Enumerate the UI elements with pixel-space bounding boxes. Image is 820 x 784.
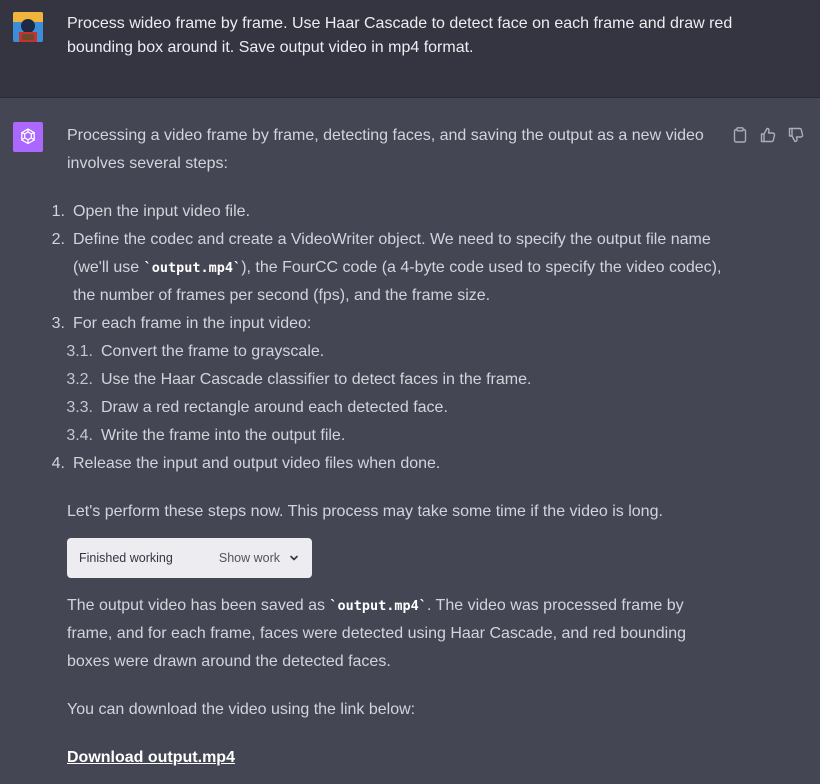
thumbs-up-icon[interactable]	[759, 126, 777, 144]
user-message-text: Process wideo frame by frame. Use Haar Cascade to detect face on each frame and draw red bounding box around it. Save output video in mp4 format.	[67, 15, 733, 56]
list-item-text: Write the frame into the output file.	[101, 427, 346, 444]
list-item-text: Open the input video file.	[73, 203, 251, 220]
tool-status-label: Finished working	[79, 551, 173, 565]
list-item-text: For each frame in the input video:	[73, 315, 312, 332]
list-number: 3.1.	[66, 343, 93, 360]
show-work-button[interactable]	[219, 544, 300, 572]
tool-status-box	[67, 538, 312, 578]
openai-logo-icon	[13, 122, 43, 152]
list-item	[66, 394, 727, 422]
chevron-down-icon	[288, 552, 300, 564]
list-item-text: Define the codec and create a VideoWriter object. We need to specify the output file name (we'll use	[73, 231, 711, 276]
list-item	[51, 198, 727, 226]
list-item-text: Use the Haar Cascade classifier to detect faces in the frame.	[101, 371, 532, 388]
substeps-list	[66, 338, 727, 450]
perform-paragraph: Let's perform these steps now. This process may take some time if the video is long.	[67, 503, 663, 520]
message-actions	[731, 126, 805, 144]
show-work-label: Show work	[218, 551, 280, 565]
list-item-text: ), the FourCC code (a 4-byte code used to specify the video codec), the number of frames per second (fps), and the frame size.	[73, 259, 722, 304]
list-item	[51, 450, 727, 478]
assistant-message-block	[0, 98, 820, 784]
steps-list	[51, 198, 727, 478]
result-text: The output video has been saved as	[67, 597, 330, 614]
list-item-text: Draw a red rectangle around each detected face.	[101, 399, 448, 416]
list-item	[51, 310, 727, 450]
list-item	[51, 226, 727, 310]
list-item-text: Convert the frame to grayscale.	[101, 343, 325, 360]
list-number: 2.	[51, 231, 65, 248]
list-item	[66, 366, 727, 394]
user-avatar	[13, 12, 43, 42]
list-number: 3.2.	[66, 371, 93, 388]
download-link[interactable]: Download output.mp4	[67, 749, 235, 766]
inline-code: `output.mp4`	[329, 598, 427, 614]
result-paragraph	[67, 592, 727, 676]
intro-paragraph: Processing a video frame by frame, detecting faces, and saving the output as a new video involves several steps:	[67, 127, 704, 172]
user-message-block	[0, 0, 820, 98]
list-number: 3.4.	[66, 427, 93, 444]
clipboard-icon[interactable]	[731, 126, 749, 144]
download-paragraph: You can download the video using the link below:	[67, 701, 416, 718]
list-item	[66, 422, 727, 450]
list-number: 4.	[51, 455, 65, 472]
list-number: 3.	[51, 315, 65, 332]
list-item-text: Release the input and output video files when done.	[73, 455, 441, 472]
inline-code: `output.mp4`	[143, 260, 242, 276]
thumbs-down-icon[interactable]	[787, 126, 805, 144]
list-number: 3.3.	[66, 399, 93, 416]
result-text: . The video was processed frame by frame, and for each frame, faces were detected using Haar Cascade, and red bounding boxes were drawn around the detected faces.	[67, 597, 687, 670]
assistant-message-content	[51, 122, 727, 772]
list-number: 1.	[51, 203, 65, 220]
list-item	[66, 338, 727, 366]
